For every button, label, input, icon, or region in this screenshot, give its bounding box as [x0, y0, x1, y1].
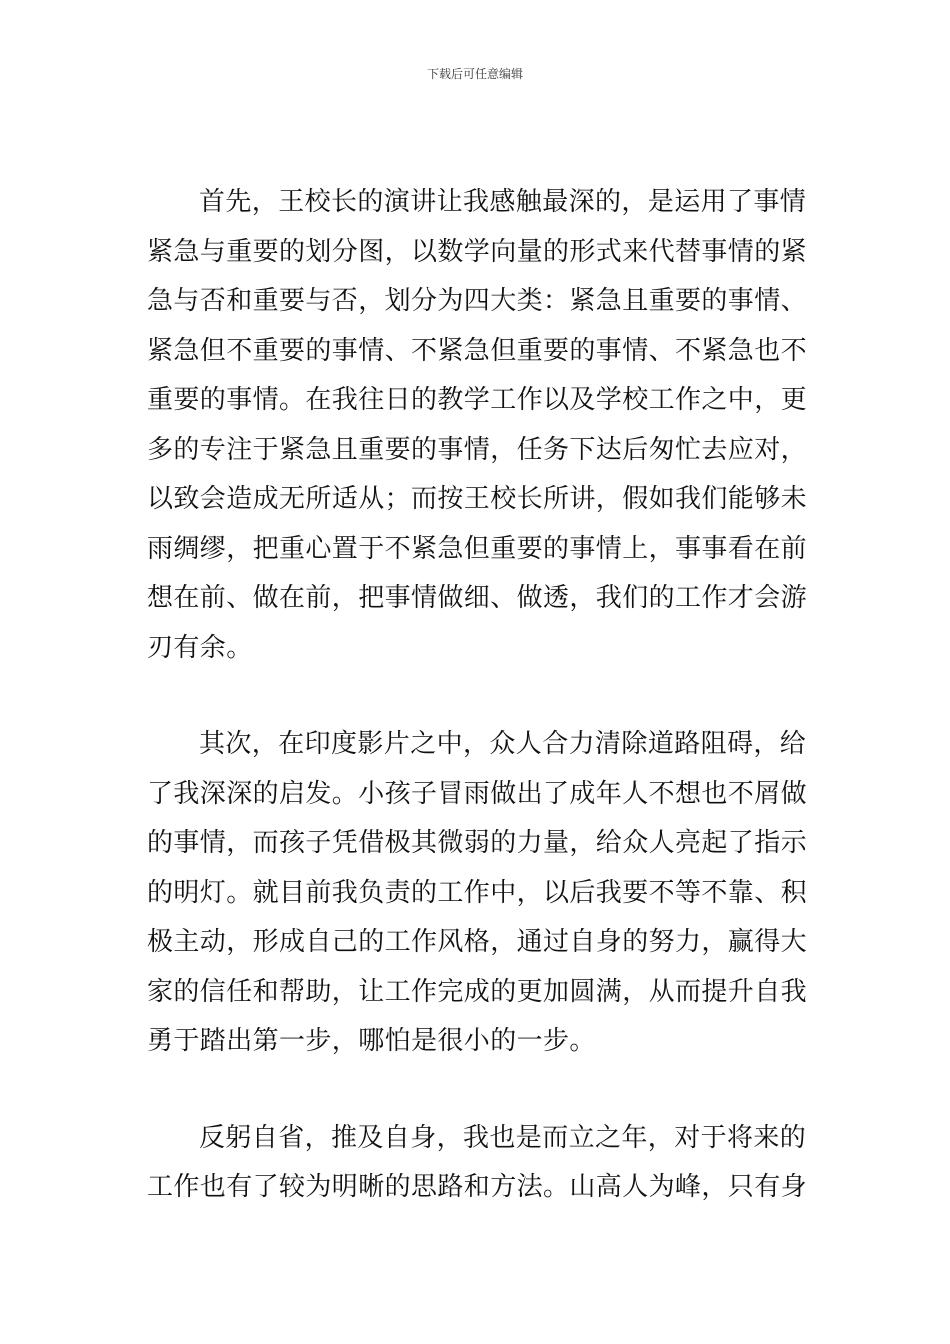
paragraph-3-line-2: 工作也有了较为明晰的思路和方法。山高人为峰，只有身 — [147, 1172, 808, 1202]
paragraph-1-line-9: 想在前、做在前，把事情做细、做透，我们的工作才会游 — [147, 583, 808, 613]
document-body — [147, 178, 817, 1213]
paragraph-1-line-1: 首先，王校长的演讲让我感触最深的，是运用了事情 — [199, 187, 807, 217]
page-header: 下载后可任意编辑 — [426, 67, 523, 81]
paragraph-1-line-4: 紧急但不重要的事情、不紧急但重要的事情、不紧急也不 — [147, 335, 808, 366]
paragraph-2-line-3: 的事情，而孩子凭借极其微弱的力量，给众人亮起了指示 — [147, 828, 808, 858]
paragraph-1-line-3: 急与否和重要与否，划分为四大类：紧急且重要的事情、 — [147, 286, 808, 316]
paragraph-3-line-1: 反躬自省，推及自身，我也是而立之年，对于将来的 — [199, 1122, 807, 1153]
paragraph-1-line-6: 多的专注于紧急且重要的事情，任务下达后匆忙去应对， — [147, 434, 808, 465]
paragraph-2-line-5: 极主动，形成自己的工作风格，通过自身的努力，赢得大 — [147, 927, 808, 957]
paragraph-1-line-2: 紧急与重要的划分图，以数学向量的形式来代替事情的紧 — [147, 236, 808, 267]
paragraph-1-line-8: 雨绸缪，把重心置于不紧急但重要的事情上，事事看在前 — [147, 533, 808, 564]
paragraph-2 — [147, 720, 817, 1067]
paragraph-2-line-2: 了我深深的启发。小孩子冒雨做出了成年人不想也不屑做 — [147, 778, 808, 809]
paragraph-2-line-7: 勇于踏出第一步，哪怕是很小的一步。 — [147, 1026, 596, 1056]
paragraph-1-line-7: 以致会造成无所适从；而按王校长所讲，假如我们能够未 — [147, 484, 808, 514]
paragraph-2-line-4: 的明灯。就目前我负责的工作中，以后我要不等不靠、积 — [147, 877, 808, 908]
paragraph-2-line-1: 其次，在印度影片之中，众人合力清除道路阻碍，给 — [199, 729, 807, 759]
paragraph-1-line-5: 重要的事情。在我往日的教学工作以及学校工作之中，更 — [147, 385, 808, 415]
paragraph-2-line-6: 家的信任和帮助，让工作完成的更加圆满，从而提升自我 — [147, 976, 808, 1007]
paragraph-3 — [147, 1114, 817, 1213]
paragraph-1-line-10: 刃有余。 — [147, 632, 253, 663]
paragraph-1 — [147, 178, 817, 673]
